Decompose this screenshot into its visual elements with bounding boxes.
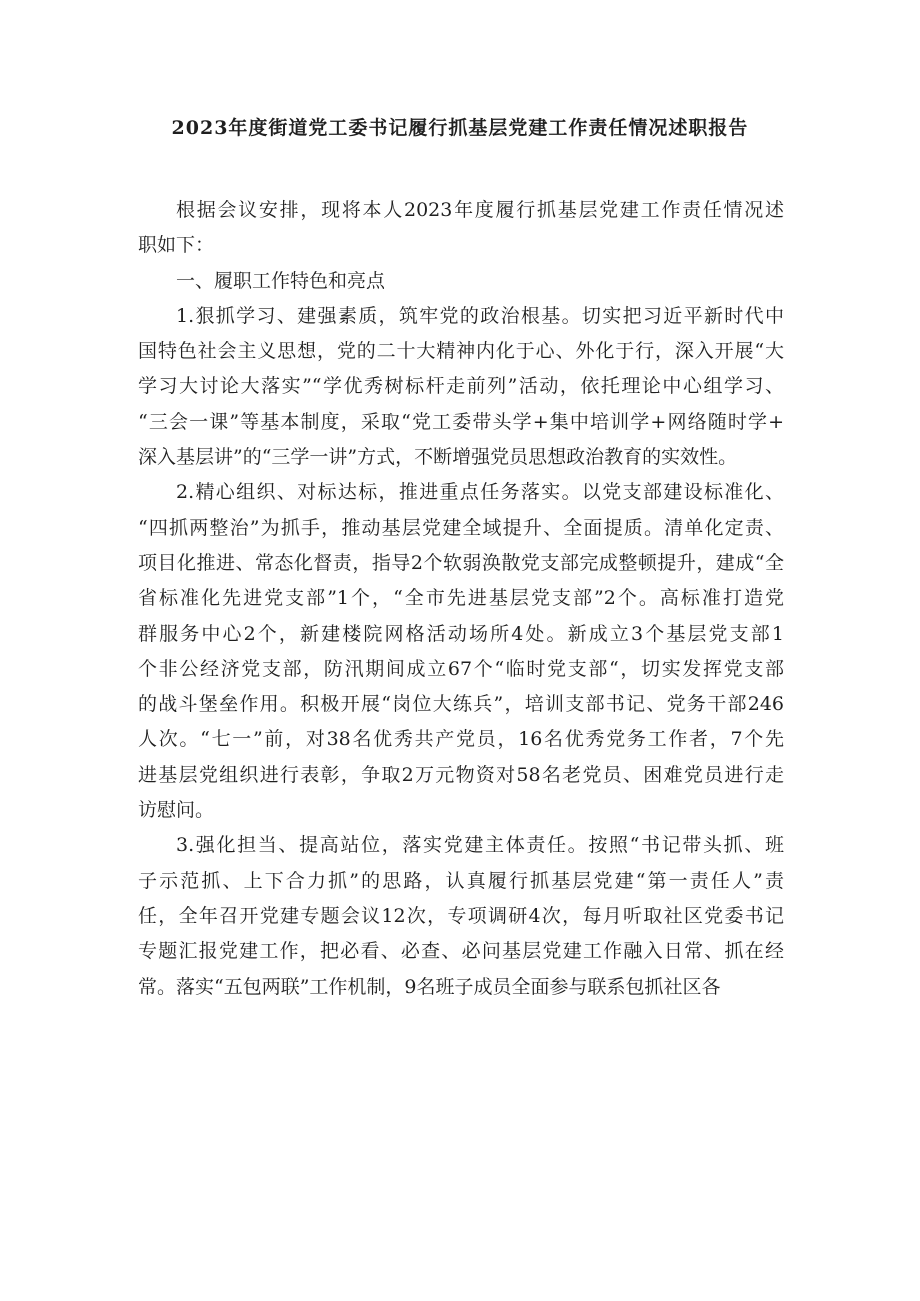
text-line: 职如下： [138,234,215,257]
text-line: 专题汇报党建工作，把必看、必查、必问基层党建工作融入日常、抓在经 [138,940,784,963]
paragraph-intro [138,193,784,264]
paragraph-item-1 [138,299,784,475]
text-line: 深入基层讲”的“三学一讲”方式，不断增强党员思想政治教育的实效性。 [138,446,738,469]
text-line: 群服务中心2个，新建楼院网格活动场所4处。新成立3个基层党支部1 [138,622,784,645]
text-line: 根据会议安排，现将本人2023年度履行抓基层党建工作责任情况述 [176,199,784,221]
text-line: 的战斗堡垒作用。积极开展“岗位大练兵”，培训支部书记、党务干部246 [138,693,784,716]
document-title: 2023年度街道党工委书记履行抓基层党建工作责任情况述职报告 [171,117,749,139]
text-line: “四抓两整治”为抓手，推动基层党建全域提升、全面提质。清单化定责、 [138,516,784,539]
paragraph-section-1-heading [138,264,784,299]
text-line: 项目化推进、常态化督责，指导2个软弱涣散党支部完成整顿提升，建成“全 [138,551,784,574]
text-line: 个非公经济党支部，防汛期间成立67个“临时党支部“，切实发挥党支部 [138,657,784,680]
paragraph-item-3 [138,828,784,1004]
text-line: 进基层党组织进行表彰，争取2万元物资对58名老党员、困难党员进行走 [138,763,784,786]
text-line: 访慰问。 [138,799,215,822]
text-line: 省标准化先进党支部”1个，“全市先进基层党支部”2个。高标准打造党 [138,587,784,610]
text-line: 3.强化担当、提高站位，落实党建主体责任。按照“书记带头抓、班 [176,834,784,857]
text-line: 1.狠抓学习、建强素质，筑牢党的政治根基。切实把习近平新时代中 [176,304,784,327]
text-line: 一、履职工作特色和亮点 [176,269,386,292]
text-line: 国特色社会主义思想，党的二十大精神内化于心、外化于行，深入开展“大 [138,340,784,363]
text-line: “三会一课”等基本制度，采取“党工委带头学+集中培训学+网络随时学+ [138,410,784,433]
text-line: 任，全年召开党建专题会议12次，专项调研4次，每月听取社区党委书记 [138,904,784,927]
paragraph-item-2 [138,475,784,828]
text-line: 常。落实“五包两联”工作机制，9名班子成员全面参与联系包抓社区各 [138,975,721,998]
text-line: 人次。“七一”前，对38名优秀共产党员，16名优秀党务工作者，7个先 [138,728,784,751]
text-line: 学习大讨论大落实”“学优秀树标杆走前列”活动，依托理论中心组学习、 [138,375,784,398]
text-line: 2.精心组织、对标达标，推进重点任务落实。以党支部建设标准化、 [176,481,784,504]
text-line: 子示范抓、上下合力抓”的思路，认真履行抓基层党建“第一责任人”责 [138,869,784,892]
document-body [138,193,784,1005]
